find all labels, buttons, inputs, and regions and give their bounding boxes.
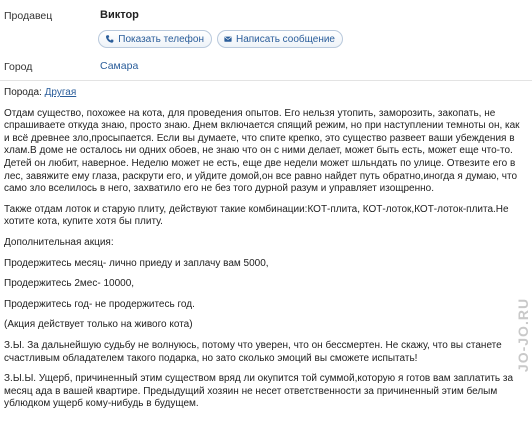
description-paragraph: З.Ы.Ы. Ущерб, причиненный этим существом вряд ли окупится той суммой,которую я готов вам заплатить за месяц ада в вашей квартире. Предыдущий хозяин не несет ответственности за причиненный этим белым ублюдком ущерб кому-нибудь в будущем. [4, 373, 514, 410]
show-phone-label: Показать телефон [118, 33, 204, 45]
breed-link[interactable]: Другая [44, 87, 77, 98]
seller-label: Продавец [4, 10, 53, 22]
write-message-label: Написать сообщение [235, 33, 335, 45]
description-paragraph: (Акция действует только на живого кота) [4, 319, 193, 331]
description-paragraph: Продержитесь месяц- лично приеду и заплачу вам 5000, [4, 257, 269, 269]
seller-name: Виктор [100, 9, 139, 21]
divider [0, 80, 532, 81]
description-paragraph: Продержитесь 2мес- 10000, [4, 278, 135, 290]
description-paragraph: Дополнительная акция: [4, 236, 114, 248]
watermark [516, 240, 530, 430]
breed-line [4, 87, 526, 100]
city-link[interactable]: Самара [100, 60, 139, 72]
description-paragraph: З.Ы. За дальнейшую судьбу не волнуюсь, потому что уверен, что он бессмертен. Не скажу, что вы станете счастливым обладателем такого подарка, но зато сколько эмоций вы сможете испытать! [4, 339, 502, 364]
show-phone-button[interactable] [98, 30, 212, 48]
city-label: Город [4, 61, 33, 73]
watermark-text: JO-JO.RU [515, 297, 531, 373]
write-message-button[interactable] [217, 30, 343, 48]
phone-icon [105, 34, 114, 44]
description-paragraph: Также отдам лоток и старую плиту, действуют такие комбинации:КОТ-плита, КОТ-лоток,КОТ-лоток-плита.Не хотите кота, купите хотя бы плиту. [4, 203, 509, 228]
envelope-icon [224, 34, 232, 44]
breed-label: Порода: [4, 87, 42, 98]
listing-description [4, 87, 526, 419]
description-paragraph: Продержитесь год- не продержитесь год. [4, 298, 195, 310]
description-paragraph: Отдам существо, похожее на кота, для проведения опытов. Его нельзя утопить, заморозить, закопать, не спрашиваете откуда знаю, просто знаю. Днем включается спящий режим, но при наступлении темноты он, как и всё древнее зло,просыпается. Если вы думаете, что спите крепко, это существо развеет ваши убеждения в хлам.В доме не осталось ни одних обоев, не знаю что он с ними делает, может быть есть, может еще что-то. Детей он любит, наверное. Неделю может не есть, еще две недели может шльндать по улице. Отвезите его в лес, завяжите ему глаза, раскрути его, и уйдите домой,он все равно найдет путь обратно,иногда я думаю, что само зло вселилось в него, захватило его не без того дурной разум и управляет изощренно. [4, 107, 520, 195]
